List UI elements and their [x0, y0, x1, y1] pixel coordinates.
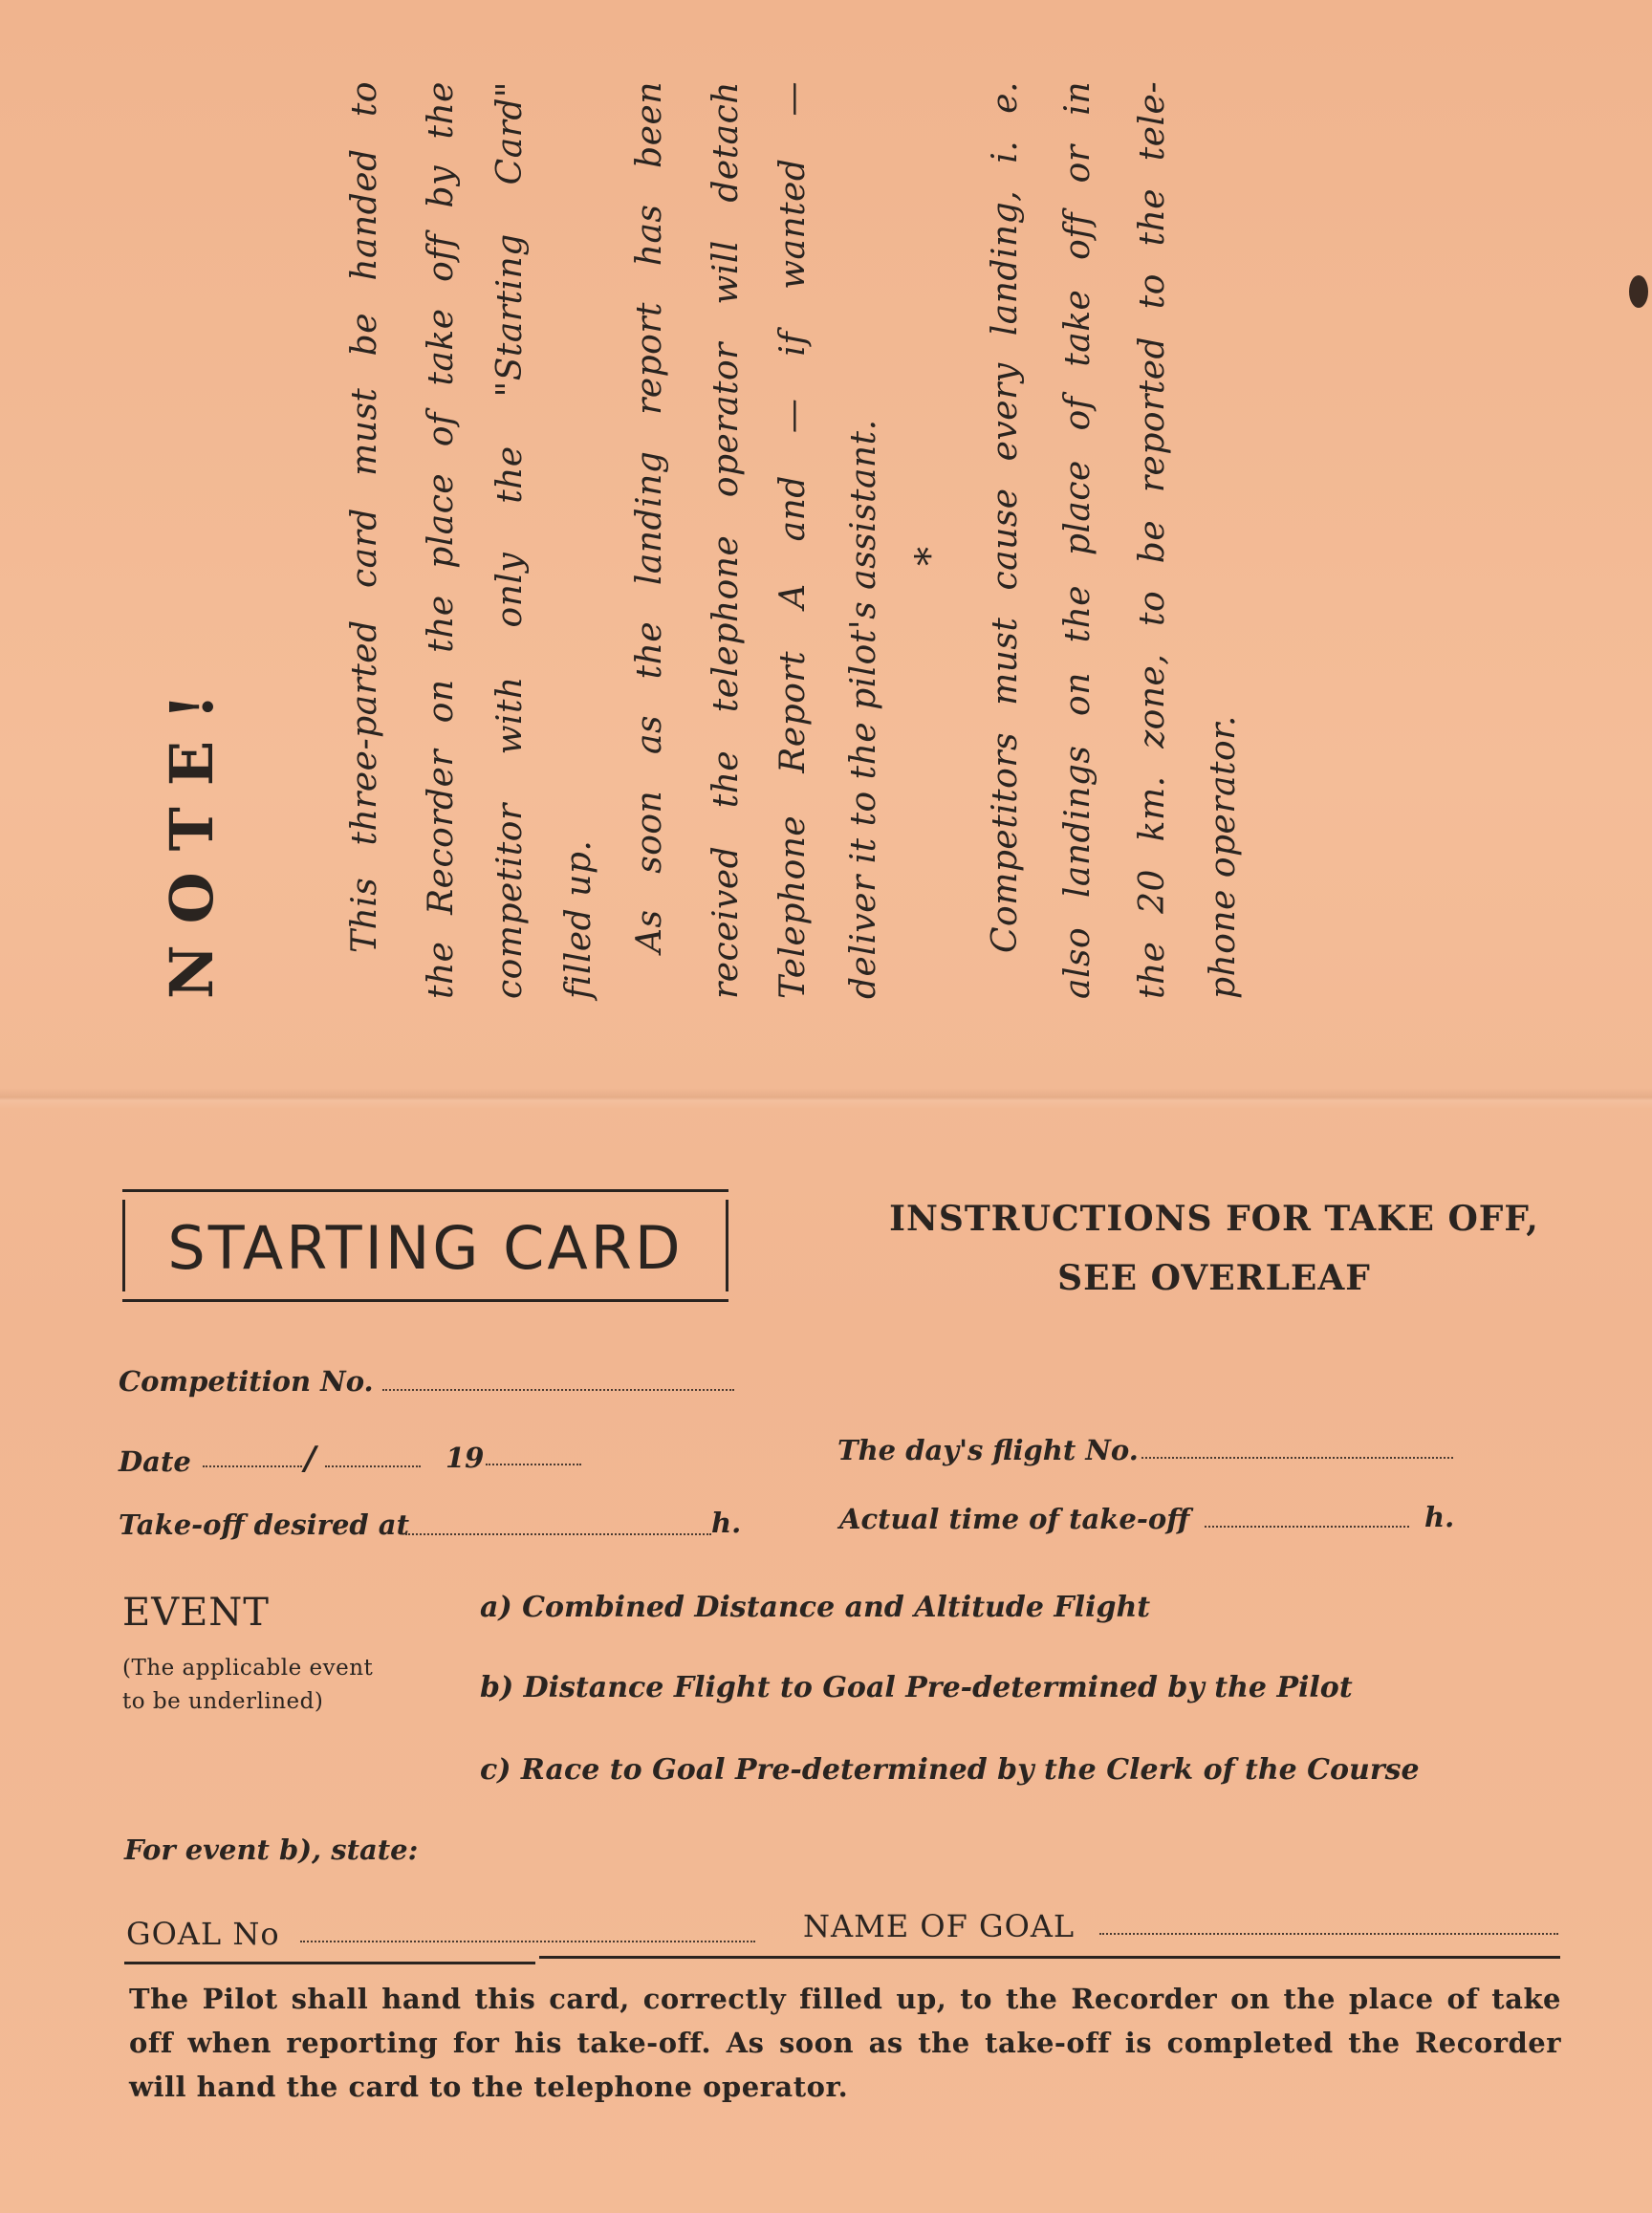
- date-separator: /: [304, 1440, 316, 1478]
- goal-name-field[interactable]: [1099, 1933, 1558, 1935]
- note-title: NOTE!: [157, 672, 227, 999]
- note-line-7: Telephone Report A and — if wanted —: [773, 81, 813, 999]
- starting-card-title: STARTING CARD: [167, 1213, 684, 1283]
- note-line-6: received the telephone operator will detach: [706, 81, 746, 999]
- goal-name-label: NAME OF GOAL: [803, 1908, 1076, 1944]
- note-line-9: Competitors must cause every landing, i. e.: [986, 81, 1025, 953]
- footer-rule-left: [124, 1962, 535, 1964]
- date-month-field[interactable]: [325, 1465, 421, 1467]
- date-year-field[interactable]: [486, 1464, 581, 1465]
- ink-stain: [1629, 275, 1648, 308]
- for-event-label: For event b), state:: [124, 1833, 419, 1866]
- note-section: [157, 45, 1243, 1010]
- actual-takeoff-field[interactable]: [1205, 1526, 1409, 1528]
- note-line-3: competitor with only the "Starting Card": [490, 81, 530, 999]
- event-option-b[interactable]: b) Distance Flight to Goal Pre-determined by the Pilot: [480, 1671, 1353, 1704]
- date-day-field[interactable]: [203, 1465, 302, 1467]
- actual-takeoff-label: Actual time of take-off: [839, 1503, 1190, 1535]
- note-line-2: the Recorder on the place of take off by the: [422, 81, 461, 999]
- takeoff-desired-field[interactable]: [405, 1533, 711, 1535]
- fold-crease: [0, 1088, 1652, 1109]
- goal-no-label: GOAL No: [126, 1916, 280, 1952]
- days-flight-field[interactable]: [1141, 1457, 1453, 1459]
- note-line-8: deliver it to the pilot's assistant.: [844, 419, 883, 999]
- event-option-c[interactable]: c) Race to Goal Pre-determined by the Clerk of the Course: [480, 1753, 1420, 1787]
- days-flight-label: The day's flight No.: [837, 1434, 1139, 1466]
- actual-takeoff-hour: h.: [1424, 1501, 1455, 1533]
- note-line-12: phone operator.: [1204, 715, 1243, 999]
- note-line-1: This three-parted card must be handed to: [345, 81, 384, 953]
- starting-card-box: [122, 1189, 728, 1302]
- instructions-heading: [841, 1189, 1587, 1308]
- competition-no-label: Competition No.: [119, 1365, 374, 1398]
- takeoff-desired-label: Take-off desired at: [119, 1508, 409, 1541]
- note-line-5: As soon as the landing report has been: [630, 81, 669, 953]
- event-note-line-2: to be underlined): [122, 1689, 324, 1714]
- footer-rule-right: [539, 1956, 1560, 1959]
- event-option-a[interactable]: a) Combined Distance and Altitude Flight: [480, 1591, 1151, 1624]
- goal-no-field[interactable]: [300, 1941, 755, 1942]
- instructions-line-2: SEE OVERLEAF: [1057, 1258, 1371, 1298]
- takeoff-desired-hour: h.: [711, 1507, 742, 1539]
- note-line-10: also landings on the place of take off or in: [1058, 81, 1098, 999]
- competition-no-field[interactable]: [382, 1389, 734, 1391]
- note-asterisk: *: [908, 547, 952, 566]
- note-line-11: the 20 km. zone, to be reported to the tele-: [1133, 81, 1172, 999]
- event-note-line-1: (The applicable event: [122, 1656, 374, 1681]
- note-line-4: filled up.: [559, 839, 598, 999]
- year-prefix: 19: [446, 1442, 485, 1474]
- instructions-line-1: INSTRUCTIONS FOR TAKE OFF,: [889, 1199, 1539, 1239]
- date-label: Date: [119, 1445, 191, 1478]
- footer-text: The Pilot shall hand this card, correctly filled up, to the Recorder on the place of take off when reporting for his take-off. As soon as the take-off is completed the Recorder will hand the card to the telephone operator.: [129, 1983, 1561, 2103]
- event-title: EVENT: [122, 1591, 270, 1635]
